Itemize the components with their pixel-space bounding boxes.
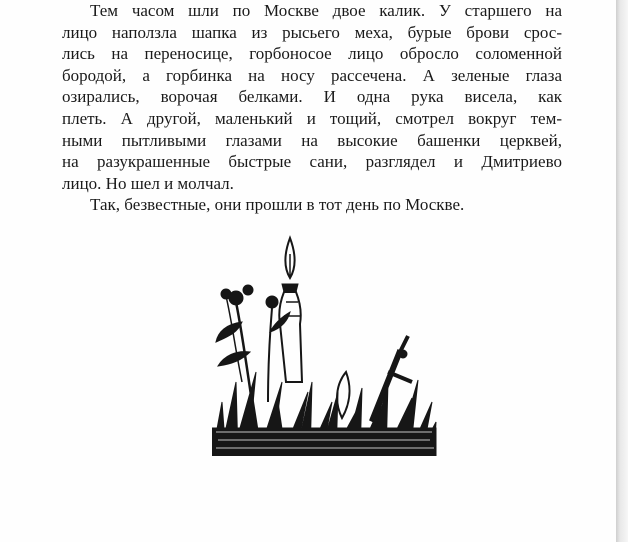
text-line: лицо. Но шел и молчал. [62, 173, 234, 193]
text-line: ными пытливыми глазами на высокие башенки церквей, [62, 130, 562, 150]
text-line: озирались, ворочая белками. И одна рука висела, как [62, 87, 562, 107]
text-line: Тем часом шли по Москве двое калик. У старшего на [90, 1, 562, 20]
paragraph-2 [62, 194, 562, 216]
paragraph-1 [62, 0, 562, 194]
text-line: на разукрашенные быстрые сани, разглядел и Дмитриево [62, 152, 562, 172]
engraving-candle-sword-grass-icon [212, 232, 438, 456]
text-line: лицо наползла шапка из рысьего меха, бурые брови срос- [62, 22, 562, 42]
page-edge-shadow [616, 0, 628, 542]
text-line: плеть. А другой, маленький и тощий, смотрел вокруг тем- [62, 108, 562, 128]
text-line: бородой, а горбинка на носу рассечена. А зеленые глаза [62, 65, 562, 85]
text-line: лись на переносице, горбоносое лицо обросло соломенной [62, 44, 562, 64]
body-text [62, 0, 562, 216]
text-line: Так, безвестные, они прошли в тот день по Москве. [90, 195, 465, 215]
